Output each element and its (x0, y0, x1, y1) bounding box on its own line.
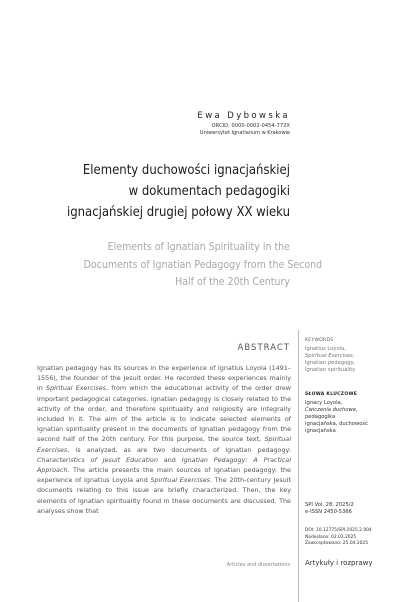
received-date: Nadesłano: 02.03.2025 (305, 535, 357, 540)
abstract-part-3: , is analyzed, as are two documents of Ignatian pedagogy: (67, 445, 291, 454)
abstract-part-5: . The 20th-century Jesuit documents relating to this issue are briefly characterized. Then, the key elements of Ignatian spirituality found in these documents are discussed. The analyses show that (37, 476, 291, 515)
slowa-kluczowe-heading: SŁOWA KLUCZOWE (305, 392, 358, 397)
title-polish (66, 160, 290, 223)
slowo-3: pedagogika (305, 414, 336, 420)
abstract-italic-2: Spiritual Exercises (37, 435, 291, 454)
slowo-5: ignacjańska (305, 428, 336, 434)
abstract-part-3-mid: and (157, 455, 182, 464)
slowo-2 (305, 407, 395, 414)
abstract-italic-3: Characteristics of Jesuit Education (37, 455, 158, 464)
section-label-pl: Artykuły i rozprawy (305, 559, 373, 567)
journal-volume: SPI Vol. 28, 2025/2 (305, 502, 354, 508)
keyword-3: Ignatian pedagogy, (305, 360, 356, 366)
abstract-italic-4: Ignatian Pedagogy: A Practical Approach (37, 455, 291, 475)
title-english (83, 238, 323, 291)
abstract-italic-5: Spiritual Exercises (150, 476, 210, 485)
keyword-2-italic: Spiritual Exercises, (305, 353, 355, 359)
title-pl-line-1: Elementy duchowości ignacjańskiej (82, 162, 290, 178)
keywords-heading: KEYWORDS (305, 338, 334, 343)
abstract-part-2: , from which the educational activity of the order drew important pedagogical categories. Ignatian pedagogy is closely related to the activity of the order, and therefore spirituality and religiosity are integrally included in it. The aim of the article is to indicate selected elements of Ignatian spirituality present in the documents of Ignatian pedagogy from the second half of the 20th century. For this purpose, the source text, (37, 384, 291, 444)
keyword-2 (305, 353, 395, 360)
journal-issn: e-ISSN 2450-5366 (305, 509, 352, 515)
doi: DOI: 10.12775/SPI.2025.2.004 (305, 528, 372, 533)
title-en-line-1: Elements of Ignatian Spirituality in the (107, 240, 291, 253)
keyword-1: Ignatius Loyola, (305, 346, 346, 352)
title-en-line-2: Documents of Ignatian Pedagogy from the Second (83, 257, 323, 271)
author-block (90, 111, 290, 137)
abstract-text (37, 363, 291, 516)
abstract-part-1: Ignatian pedagogy has its sources in the experience of Ignatius Loyola (1491–1556), the founder of the Jesuit order. He recorded these experiences mainly in (37, 364, 291, 393)
abstract-heading: ABSTRACT (237, 343, 290, 353)
title-en-line-3: Half of the 20th Century (175, 275, 290, 288)
abstract-italic-1: Spiritual Exercises (46, 384, 106, 393)
keyword-4: Ignatian spirituality (305, 367, 356, 373)
column-divider (298, 330, 299, 602)
abstract-part-4: . The article presents the main sources of Ignatian pedagogy: the experience of Ignatius Loyola and (37, 466, 291, 485)
author-affiliation: Uniwersytet Ignatianum w Krakowie (199, 130, 290, 136)
slowo-2-italic: Ćwiczenia duchowe, (305, 407, 358, 413)
author-name: Ewa Dybowska (197, 111, 290, 121)
slowo-1: Ignacy Loyola, (305, 400, 343, 406)
author-orcid: ORCID: 0000-0002-0454-772X (211, 123, 290, 129)
journal-info (305, 502, 354, 516)
accepted-date: Zaakceptowano: 25.04.2025 (305, 541, 369, 546)
keywords-list (305, 346, 395, 374)
section-label-en: Articles and dissertations (226, 562, 290, 568)
slowa-kluczowe-list (305, 400, 395, 435)
slowo-4: ignacjańska, duchowość (305, 421, 368, 427)
title-pl-line-3: ignacjańskiej drugiej połowy XX wieku (66, 204, 290, 220)
title-pl-line-2: w dokumentach pedagogiki (128, 183, 290, 199)
